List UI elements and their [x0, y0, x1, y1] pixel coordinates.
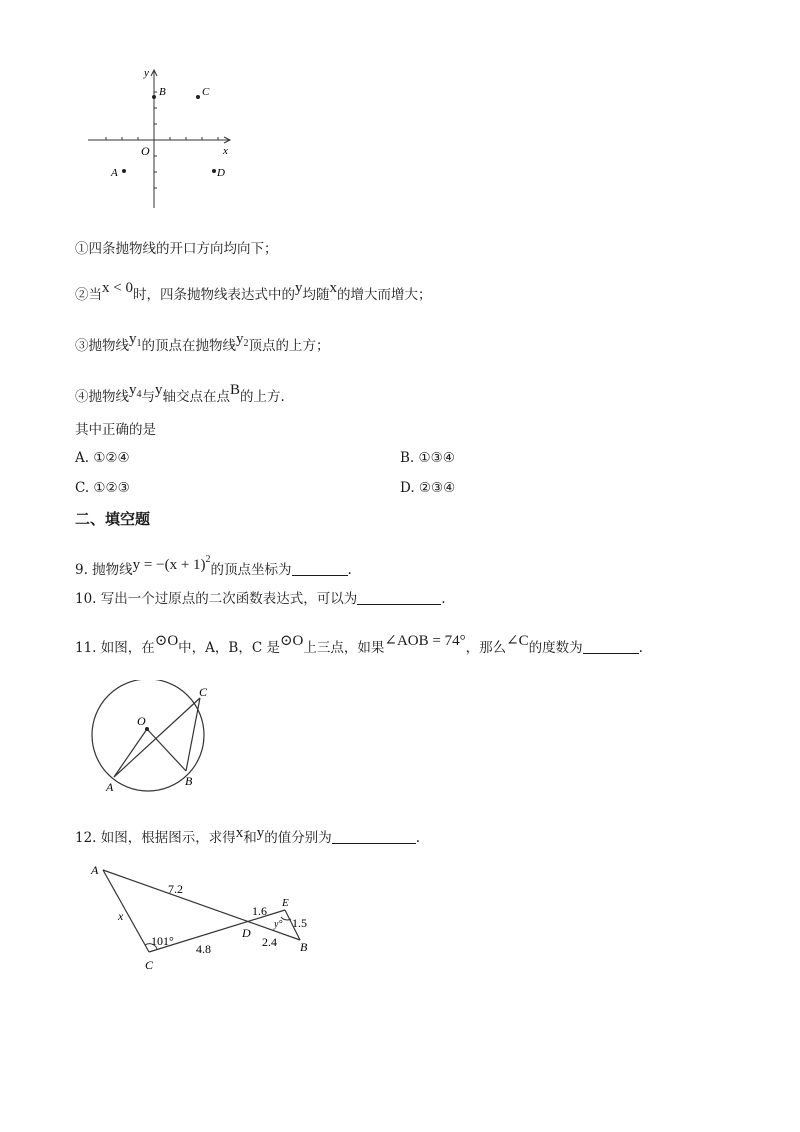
- section-heading: 二、填空题: [75, 510, 151, 528]
- segment-ob: [147, 729, 186, 771]
- label-a: A: [91, 863, 99, 877]
- triangles-figure: [85, 858, 325, 978]
- length-de: 1.6: [252, 904, 267, 918]
- circle-figure: [80, 680, 230, 795]
- origin-label: O: [141, 144, 150, 158]
- label-e: E: [282, 897, 289, 909]
- length-db: 2.4: [262, 935, 277, 949]
- label-a: A: [106, 780, 114, 794]
- label-c: C: [199, 685, 208, 699]
- point-c: [196, 95, 200, 99]
- q9-answer-blank[interactable]: [292, 561, 348, 576]
- q10-answer-blank[interactable]: [357, 590, 441, 605]
- y-axis-label: y: [144, 67, 149, 79]
- length-cd: 4.8: [196, 942, 211, 956]
- q8-question: 其中正确的是: [75, 422, 156, 438]
- q8-statement-4: ④抛物线$y_4$与y轴交点在点B的上方.: [75, 382, 285, 405]
- point-a: [122, 169, 126, 173]
- q8-option-c: C. ①②③: [75, 480, 130, 496]
- q8-option-d: D. ②③④: [400, 480, 456, 496]
- q11: 11. 如图，在⊙O中，A，B，C 是⊙O上三点，如果∠AOB = 74°，那么∠C的度数为 .: [75, 633, 643, 656]
- label-b: B: [185, 774, 193, 788]
- q8-option-b: B. ①③④: [400, 450, 455, 466]
- q9: 9. 抛物线$y = -(x + 1)^2$的顶点坐标为 .: [75, 554, 352, 578]
- point-d: [212, 169, 216, 173]
- q12-answer-blank[interactable]: [332, 829, 416, 844]
- label-d: D: [242, 926, 251, 940]
- segment-ab: [103, 870, 300, 940]
- point-b: [152, 95, 156, 99]
- angle-e-value: y°: [274, 919, 283, 930]
- q11-answer-blank[interactable]: [583, 639, 639, 654]
- label-b: B: [300, 940, 308, 954]
- q8-statement-2: ②当x < 0时，四条抛物线表达式中的y均随x的增大而增大；: [75, 280, 432, 303]
- label-c: C: [145, 958, 154, 972]
- length-eb: 1.5: [292, 916, 307, 930]
- segment-oa: [114, 729, 147, 777]
- length-ac: x: [118, 909, 124, 923]
- q8-statement-1: ①四条抛物线的开口方向均向下；: [75, 241, 278, 257]
- q8-statement-3: ③抛物线$y_1$的顶点在抛物线$y_2$顶点的上方；: [75, 331, 330, 354]
- coordinate-figure: [80, 60, 240, 215]
- point-b-label: B: [159, 86, 166, 98]
- point-d-label: D: [217, 167, 225, 179]
- point-c-label: C: [202, 86, 210, 98]
- label-o: O: [137, 714, 146, 728]
- angle-c-value: 101°: [151, 934, 174, 948]
- length-ad: 7.2: [168, 882, 183, 896]
- q12: 12. 如图，根据图示，求得x和y的值分别为 .: [75, 825, 421, 846]
- q10: 10. 写出一个过原点的二次函数表达式，可以为 .: [75, 591, 446, 607]
- point-a-label: A: [111, 167, 118, 179]
- x-axis-label: x: [223, 145, 228, 157]
- q8-option-a: A. ①②④: [75, 450, 130, 466]
- segment-ac: [103, 870, 149, 952]
